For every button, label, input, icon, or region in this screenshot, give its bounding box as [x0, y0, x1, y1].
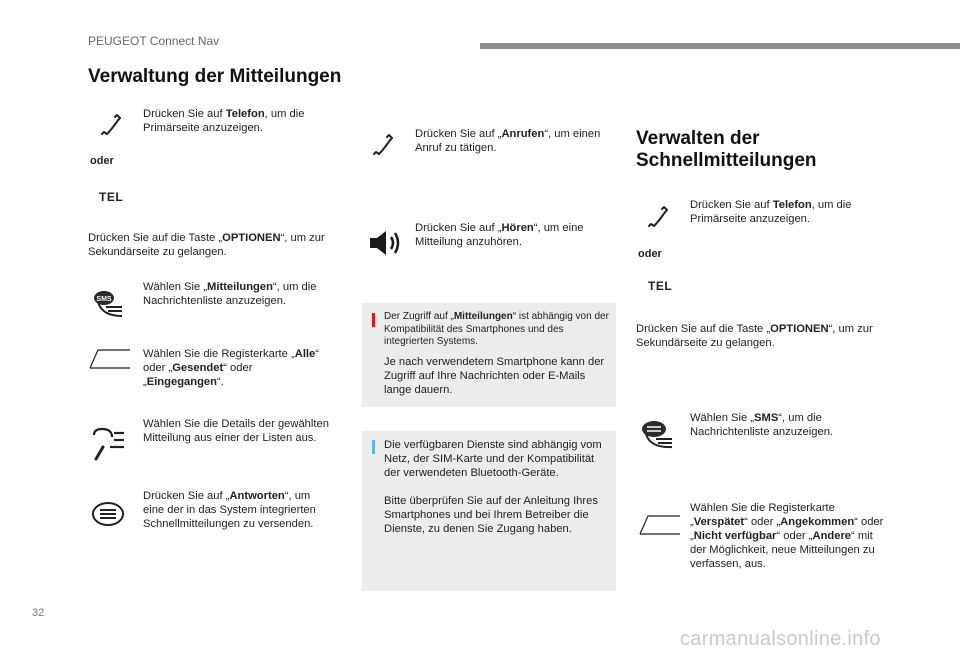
- warning-icon: [372, 313, 375, 327]
- warning-text: Der Zugriff auf „Mitteilungen“ ist abhängig von der Kompatibilität des Smartphones und des integrierten Systems.: [384, 311, 609, 347]
- step-tab-select: Wählen Sie die Registerkarte „Alle“ oder „Gesendet“ oder „Eingegangen“.: [143, 348, 319, 388]
- phone-call-icon: [370, 132, 396, 158]
- watermark: carmanualsonline.info: [680, 628, 881, 650]
- page-title: Verwaltung der Mitteilungen: [88, 66, 342, 87]
- step-telefon: Drücken Sie auf Telefon, um die Primärseite anzuzeigen.: [143, 108, 305, 134]
- tab-icon-right: [638, 514, 682, 536]
- header-brand: PEUGEOT Connect Nav: [88, 34, 220, 48]
- sms-bubble-icon: [640, 418, 676, 450]
- step-sms: Wählen Sie „SMS“, um die Nachrichtenliste anzuzeigen.: [690, 412, 834, 438]
- step-telefon-right: Drücken Sie auf Telefon, um die Primärseite anzuzeigen.: [690, 199, 852, 225]
- step-hoeren: Drücken Sie auf „Hören“, um eine Mitteilung anzuhören.: [415, 222, 584, 248]
- speaker-icon: [368, 228, 402, 258]
- options-instruction-right: Drücken Sie auf die Taste „OPTIONEN“, um zur Sekundärseite zu gelangen.: [636, 323, 873, 349]
- info-text-2: Bitte überprüfen Sie auf der Anleitung Ihres Smartphones und bei Ihrem Betreiber die Dienste, zu denen Sie Zugang haben.: [384, 495, 598, 535]
- or-label: oder: [90, 155, 114, 167]
- sms-list-icon: [92, 288, 128, 320]
- svg-text:SMS: SMS: [96, 296, 112, 303]
- or-label-right: oder: [638, 248, 662, 260]
- warning-text-2: Je nach verwendetem Smartphone kann der Zugriff auf Ihre Nachrichten oder E-Mails lange dauern.: [384, 356, 605, 396]
- options-instruction: Drücken Sie auf die Taste „OPTIONEN“, um zur Sekundärseite zu gelangen.: [88, 232, 325, 258]
- tab-icon: [88, 348, 132, 370]
- tel-label-right: TEL: [648, 279, 673, 293]
- header-bar: [480, 43, 960, 49]
- section-title: Verwalten der Schnellmitteilungen: [636, 128, 817, 171]
- details-list-icon: [90, 425, 126, 461]
- info-text-1: Die verfügbaren Dienste sind abhängig vom Netz, der SIM-Karte und der Kompatibilität der verwendeten Bluetooth-Geräte.: [384, 439, 602, 479]
- tel-label: TEL: [99, 190, 124, 204]
- step-anrufen: Drücken Sie auf „Anrufen“, um einen Anruf zu tätigen.: [415, 128, 601, 154]
- phone-icon-right: [645, 204, 671, 230]
- step-tab-select-right: Wählen Sie die Registerkarte „Verspätet“ oder „Angekommen“ oder „Nicht verfügbar“ oder „Andere“ mit der Möglichkeit, neue Mitteilungen zu verfassen, aus.: [690, 502, 884, 570]
- info-icon: [372, 440, 375, 454]
- reply-icon: [90, 500, 126, 530]
- step-mitteilungen: Wählen Sie „Mitteilungen“, um die Nachrichtenliste anzuzeigen.: [143, 281, 317, 307]
- step-antworten: Drücken Sie auf „Antworten“, um eine der in das System integrierten Schnellmitteilungen zu versenden.: [143, 490, 316, 530]
- step-details: Wählen Sie die Details der gewählten Mitteilung aus einer der Listen aus.: [143, 418, 329, 444]
- phone-icon: [98, 112, 124, 138]
- page-number: 32: [32, 607, 45, 619]
